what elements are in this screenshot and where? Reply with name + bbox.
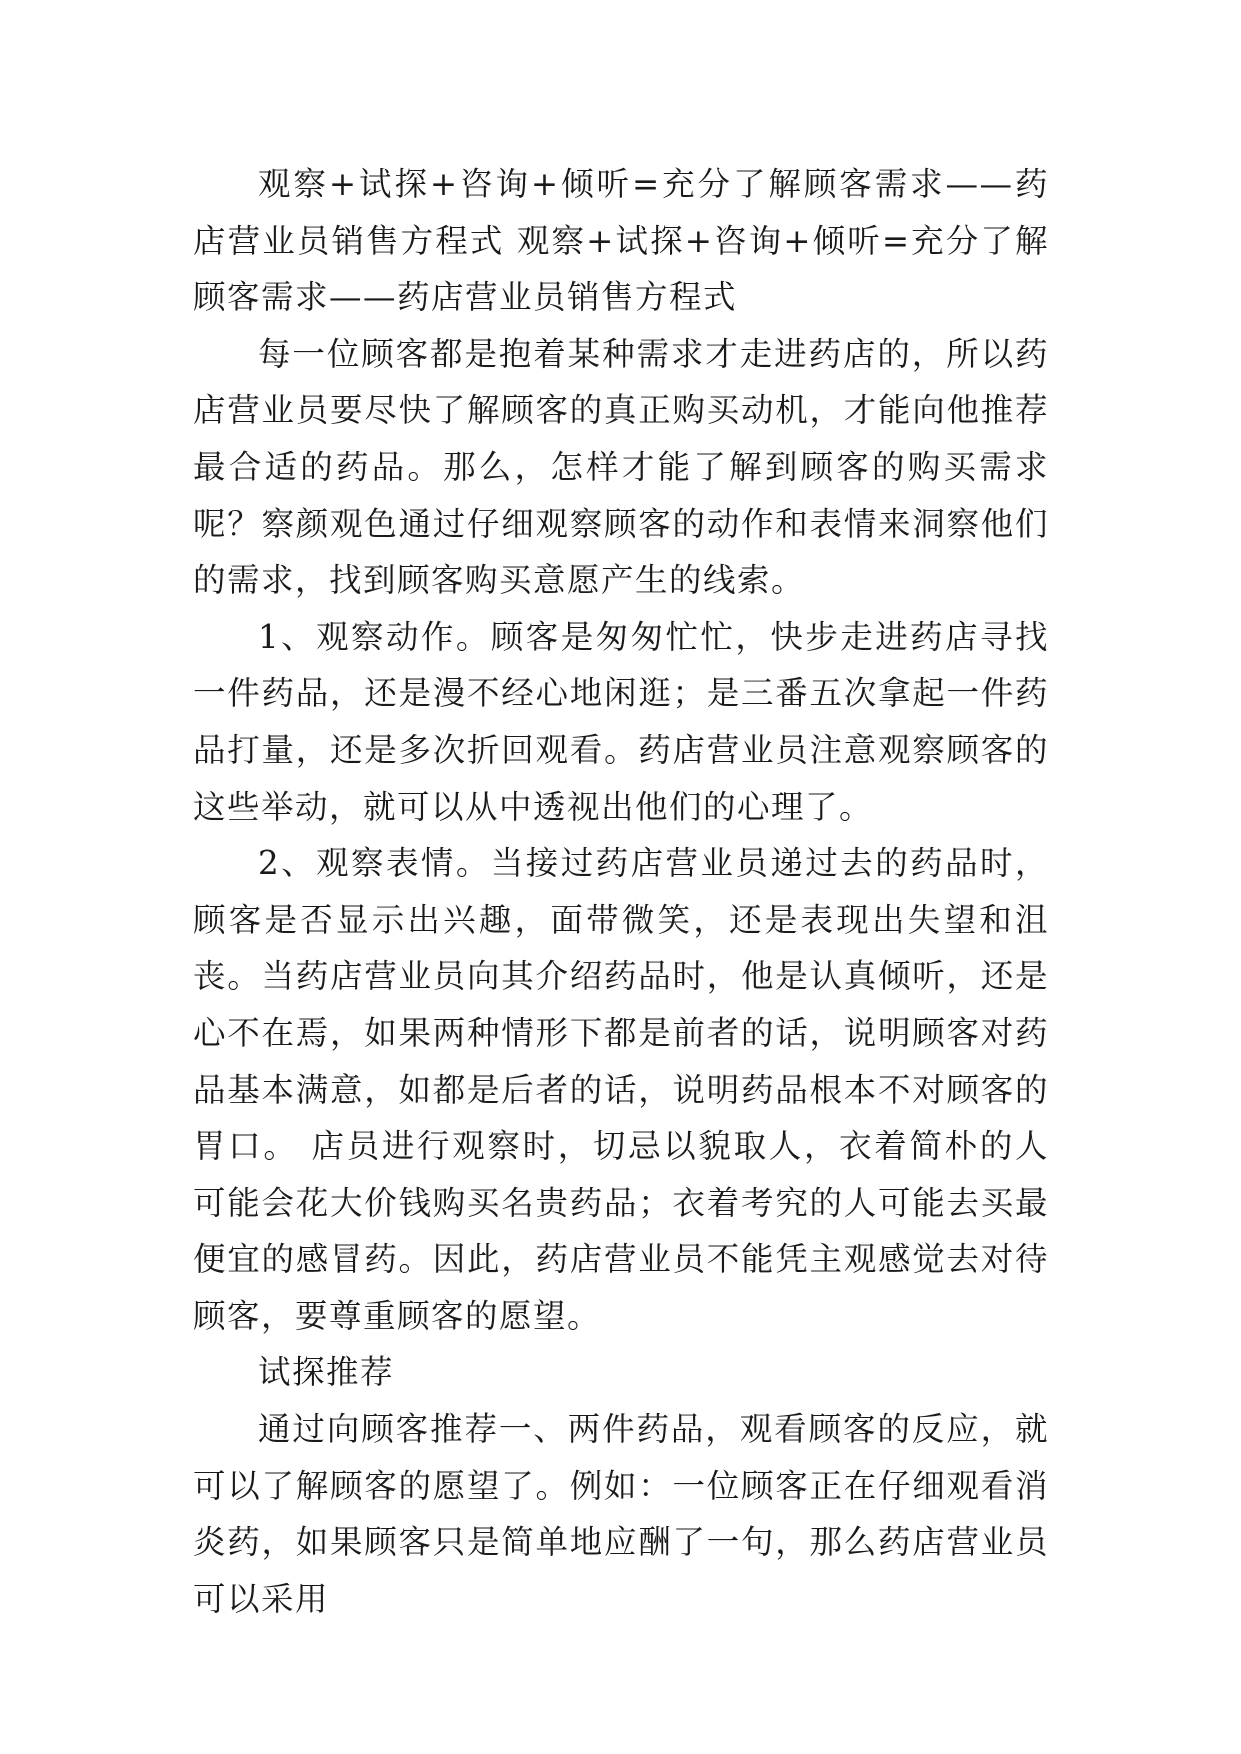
document-page (193, 156, 1049, 1627)
body-paragraph: 每一位顾客都是抱着某种需求才走进药店的，所以药店营业员要尽快了解顾客的真正购买动机，才能向他推荐最合适的药品。那么，怎样才能了解到顾客的购买需求呢？察颜观色通过仔细观察顾客的动作和表情来洞察他们的需求，找到顾客购买意愿产生的线索。 (193, 334, 1049, 600)
body-paragraph: 1、观察动作。顾客是匆匆忙忙，快步走进药店寻找一件药品，还是漫不经心地闲逛；是三番五次拿起一件药品打量，还是多次折回观看。药店营业员注意观察顾客的这些举动，就可以从中透视出他们的心理了。 (193, 617, 1049, 826)
body-paragraph: 通过向顾客推荐一、两件药品，观看顾客的反应，就可以了解顾客的愿望了。例如：一位顾客正在仔细观看消炎药，如果顾客只是简单地应酬了一句，那么药店营业员可以采用 (193, 1410, 1049, 1618)
document-title-paragraph: 观察+试探+咨询+倾听=充分了解顾客需求——药店营业员销售方程式 观察+试探+咨询+倾听=充分了解顾客需求——药店营业员销售方程式 (193, 165, 1049, 317)
body-paragraph: 2、观察表情。当接过药店营业员递过去的药品时，顾客是否显示出兴趣，面带微笑，还是表现出失望和沮丧。当药店营业员向其介绍药品时，他是认真倾听，还是心不在焉，如果两种情形下都是前者的话，说明顾客对药品基本满意，如都是后者的话，说明药品根本不对顾客的胃口。 店员进行观察时，切忌以貌取人，衣着简朴的人可能会花大价钱购买名贵药品；衣着考究的人可能去买最便宜的感冒药。因此，药店营业员不能凭主观感觉去对待顾客，要尊重顾客的愿望。 (193, 844, 1049, 1335)
section-heading: 试探推荐 (258, 1353, 395, 1392)
